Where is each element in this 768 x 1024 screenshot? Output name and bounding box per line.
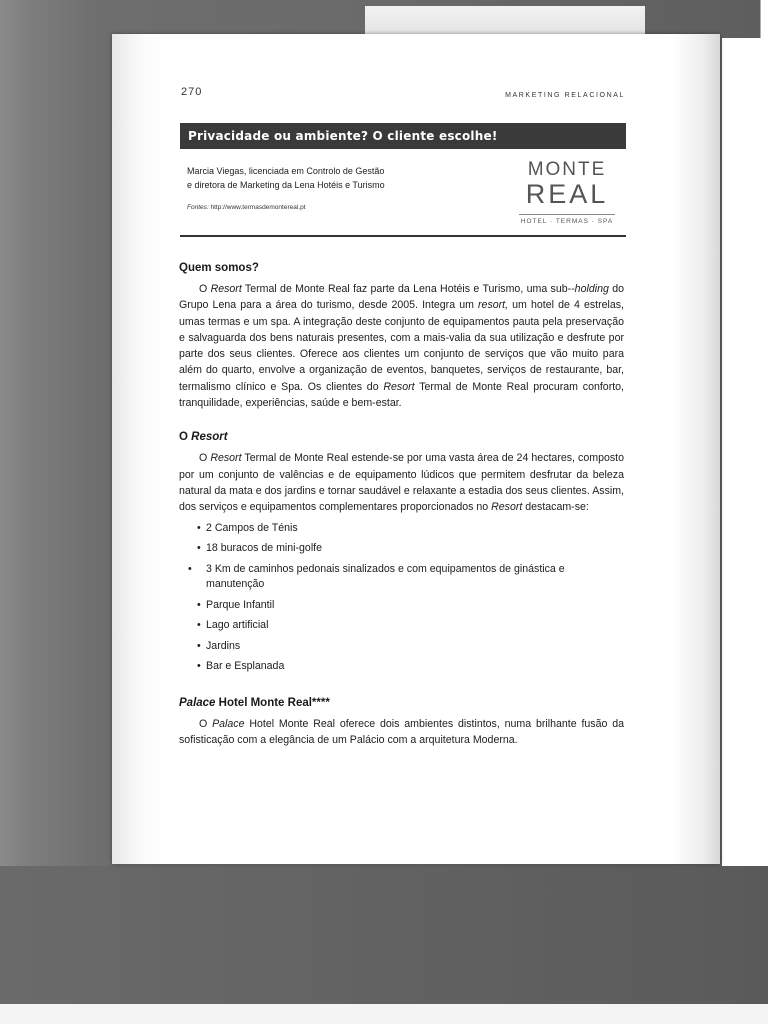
list-item-text: 2 Campos de Ténis xyxy=(206,521,298,534)
text-run: do Grupo Lena para a área do turismo, desde 2005. Integra um xyxy=(179,283,624,312)
text-run-italic: Resort xyxy=(383,380,415,393)
text-run-italic: Resort xyxy=(210,283,242,295)
author-line-1: Marcia Viegas, licenciada em Controlo de Gestão xyxy=(187,166,385,176)
running-head: MARKETING RELACIONAL xyxy=(505,92,625,99)
bullet-icon: • xyxy=(197,598,201,611)
logo-real: REAL xyxy=(525,179,609,209)
heading-quem-somos: Quem somos? xyxy=(179,262,259,274)
list-item xyxy=(197,659,624,675)
paragraph-o-resort xyxy=(179,450,624,515)
bullet-icon: • xyxy=(197,619,201,632)
list-item-text: 18 buracos de mini-golfe xyxy=(206,542,323,555)
list-item-text: Jardins xyxy=(206,639,241,652)
bullet-icon: • xyxy=(197,660,201,673)
case-title-bar xyxy=(180,123,626,149)
logo-tagline: HOTEL · TERMAS · SPA xyxy=(520,218,614,225)
text-run: O xyxy=(199,452,211,465)
heading-run-italic: Resort xyxy=(191,431,228,444)
text-run-italic: resort, xyxy=(478,299,509,312)
text-run: Termal de Monte Real procuram conforto, tranquilidade, experiências, saúde e bem-estar. xyxy=(179,380,624,410)
text-run: Termal de Monte Real estende-se por uma vasta área de 24 hectares, composto por um conjunto de valências e de equipamento lúdicos que permitem desfrutar da beleza natural da mata e dos jardins e tornar saudável e relaxante a estadia dos seus clientes. Assim, dos serviços e equipamentos complementares proporcionados no xyxy=(179,452,624,514)
page-number: 270 xyxy=(181,86,203,98)
text-run-italic: -holding xyxy=(571,283,609,295)
heading-run: Hotel Monte Real**** xyxy=(215,696,330,709)
monte-real-logo xyxy=(515,160,619,225)
amenities-list xyxy=(188,521,624,675)
heading-run-italic: Palace xyxy=(179,696,216,709)
text-run: Termal de Monte Real faz parte da Lena Hotéis e Turismo, uma sub- xyxy=(241,283,572,295)
list-item xyxy=(197,598,624,614)
article-body xyxy=(179,262,624,748)
text-run-italic: Resort xyxy=(210,452,242,465)
scanner-top-strip xyxy=(365,6,645,34)
sources-label: Fontes: xyxy=(187,204,209,211)
paragraph-palace-hotel xyxy=(179,716,624,749)
case-title: Privacidade ou ambiente? O cliente escolhe! xyxy=(188,129,498,143)
text-run-italic: Resort xyxy=(491,501,523,514)
header-box-rule xyxy=(180,235,626,237)
list-item xyxy=(197,618,624,634)
logo-monte: MONTE xyxy=(527,159,607,180)
list-item-text: Bar e Esplanada xyxy=(206,660,285,673)
bullet-icon: • xyxy=(188,562,192,575)
sources-line xyxy=(187,204,447,211)
list-item-text: Parque Infantil xyxy=(206,598,275,611)
bullet-icon: • xyxy=(197,639,201,652)
heading-o-resort xyxy=(179,431,624,443)
paragraph-quem-somos xyxy=(179,281,624,411)
list-item xyxy=(197,521,624,537)
bullet-icon: • xyxy=(197,542,201,555)
author-credit xyxy=(187,164,467,192)
sources-url: http://www.termasdemontereal.pt xyxy=(210,204,306,211)
scanner-right-strip xyxy=(722,38,768,868)
list-item xyxy=(188,562,624,593)
list-item xyxy=(197,541,624,557)
scanner-bottom-edge xyxy=(0,1004,768,1024)
list-item xyxy=(197,639,624,655)
scanner-bottom-area xyxy=(0,866,768,1006)
heading-run: O xyxy=(179,431,192,444)
logo-divider xyxy=(519,214,615,215)
author-line-2: e diretora de Marketing da Lena Hotéis e Turismo xyxy=(187,180,385,190)
text-run: Hotel Monte Real oferece dois ambientes distintos, numa brilhante fusão da sofisticação com a elegância de um Palácio com a arquitetura Moderna. xyxy=(179,717,624,746)
bullet-icon: • xyxy=(197,521,201,534)
text-run: um hotel de 4 estrelas, umas termas e um spa. A integração deste conjunto de equipamentos pauta pela preservação e salvaguarda dos bens naturais presentes, com a mais-valia da sua utilização e desfrute por parte dos seus clientes. Oferece aos clientes um conjunto de serviços que vão muito para além do quarto, envolve a organização de eventos, banquetes, serviços de restaurante, bar, termalismo clínico e Spa. Os clientes do xyxy=(179,299,624,393)
list-item-text: 3 Km de caminhos pedonais sinalizados e com equipamentos de ginástica e manutenção xyxy=(206,562,565,591)
text-run: O xyxy=(199,717,213,730)
text-run: destacam-se: xyxy=(522,501,589,514)
list-item-text: Lago artificial xyxy=(206,619,269,632)
heading-palace-hotel xyxy=(179,697,624,709)
text-run-italic: Palace xyxy=(212,717,245,730)
text-run: O xyxy=(199,283,211,295)
